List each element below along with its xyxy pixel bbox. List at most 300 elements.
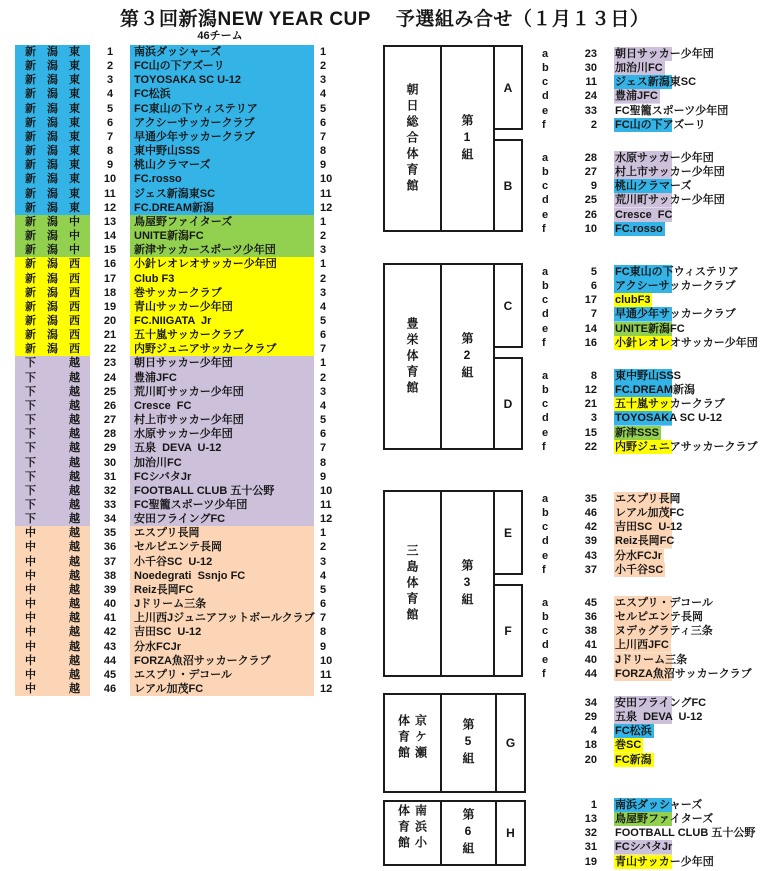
region-cell: 新潟東 [15, 59, 90, 73]
team-sub-no: 6 [320, 116, 327, 129]
round-label: 第2組 [460, 331, 474, 382]
team-no: 36 [103, 541, 117, 554]
region-cell: 新潟東 [15, 172, 90, 186]
group-slots [540, 798, 780, 869]
slot-team-no: 12 [584, 384, 597, 397]
team-no: 4 [106, 88, 114, 101]
region-cell: 中越 [15, 682, 90, 696]
round-cell [442, 265, 493, 448]
slot-row [540, 563, 780, 577]
team-name: 加治川FC [130, 456, 314, 470]
team-no: 14 [103, 230, 117, 243]
slot-letter [540, 738, 556, 752]
venue-box [383, 263, 495, 450]
group-slots [540, 151, 780, 236]
team-sub-no: 3 [320, 286, 327, 299]
slot-team-no: 20 [584, 753, 597, 766]
team-no: 32 [103, 484, 117, 497]
slot-letter: f [542, 222, 546, 235]
team-sub-no: 8 [320, 626, 327, 639]
slot-team-no: 28 [584, 152, 597, 164]
slot-team-name: clubF3 [615, 294, 651, 307]
region-cell: 新潟西 [15, 328, 90, 342]
slot-team-no: 22 [584, 440, 597, 453]
slot-row [540, 336, 780, 350]
group-letter: F [493, 584, 523, 677]
slot-team-name: 巻SC [615, 739, 642, 752]
venue-name: 南浜小体育館 [396, 804, 428, 852]
slot-team-no: 45 [584, 597, 597, 609]
region-cell: 中越 [15, 611, 90, 625]
region-cell: 下越 [15, 356, 90, 370]
slot-letter: e [542, 549, 549, 562]
team-sub-no: 11 [320, 187, 332, 200]
round-label: 第6組 [461, 808, 475, 858]
slot-team-name: UNITE新潟FC [615, 322, 685, 335]
slot-team-name: 吉田SC U-12 [615, 521, 683, 534]
team-sub-no: 12 [320, 513, 333, 526]
team-sub-no: 11 [320, 499, 332, 511]
slot-row [540, 383, 780, 397]
team-sub-no: 1 [320, 258, 327, 271]
team-name: 早通少年サッカークラブ [130, 130, 314, 144]
slot-letter: e [542, 208, 549, 221]
slot-team-name: エスプリ長岡 [615, 493, 681, 505]
venue-block [383, 693, 783, 793]
venue-box [383, 693, 526, 793]
venue-block [383, 45, 783, 235]
slot-row [540, 696, 780, 710]
team-name: FC東山の下ウィステリア [130, 102, 314, 116]
team-name: Reiz長岡FC [130, 583, 314, 597]
team-no: 40 [103, 598, 117, 611]
team-sub-no: 10 [320, 484, 333, 497]
slot-team-name: ヌデゥグラティ三条 [615, 625, 713, 638]
slot-team-no: 1 [590, 799, 597, 811]
region-cell: 中越 [15, 654, 90, 668]
team-no: 24 [103, 371, 117, 384]
region-cell: 新潟東 [15, 201, 90, 215]
team-sub-no: 11 [320, 668, 332, 681]
team-no: 3 [106, 74, 114, 87]
team-sub-no: 4 [320, 399, 327, 412]
venue-cell [385, 47, 442, 230]
slot-row [540, 293, 780, 307]
slot-team-no: 8 [590, 370, 597, 382]
slot-team-no: 34 [584, 697, 597, 709]
team-name: Club F3 [130, 272, 314, 286]
team-name: 青山サッカー少年団 [130, 300, 314, 314]
slot-row [540, 624, 780, 638]
slot-row [540, 89, 780, 103]
slot-letter: c [542, 398, 549, 411]
team-sub-no: 4 [320, 88, 327, 101]
tournament-title: 第３回新潟NEW YEAR CUP 予選組み合せ（１月１３日） [120, 9, 650, 30]
slot-team-name: 南浜ダッシャーズ [615, 799, 703, 811]
team-no: 27 [103, 414, 117, 427]
slot-row [540, 307, 780, 321]
region-cell: 新潟西 [15, 286, 90, 300]
region-cell: 新潟東 [15, 45, 90, 59]
team-no: 15 [103, 244, 117, 257]
team-name: 新津サッカースポーツ少年団 [130, 243, 314, 257]
slot-team-no: 31 [584, 841, 597, 854]
slot-team-no: 11 [585, 76, 597, 89]
team-count: 46チーム [197, 30, 243, 42]
region-cell: 中越 [15, 540, 90, 554]
slot-letter: f [542, 440, 546, 453]
slot-row [540, 222, 780, 236]
region-cell: 新潟東 [15, 87, 90, 101]
slot-team-name: FC.DREAM新潟 [615, 384, 696, 397]
slot-team-name: Reiz長岡FC [615, 535, 675, 548]
region-cell: 下越 [15, 427, 90, 441]
slot-letter: f [542, 563, 546, 576]
group-slots [540, 369, 780, 454]
team-name: 五十嵐サッカークラブ [130, 328, 314, 342]
region-cell: 中越 [15, 640, 90, 654]
region-cell: 下越 [15, 385, 90, 399]
team-name: FC.DREAM新潟 [130, 201, 314, 215]
slot-letter: e [542, 322, 549, 335]
slot-letter: c [542, 625, 549, 638]
slot-letter [540, 840, 556, 854]
slot-team-name: 桃山クラマーズ [615, 180, 692, 193]
region-cell: 新潟西 [15, 300, 90, 314]
slot-team-no: 37 [584, 563, 597, 576]
slot-letter: d [542, 639, 549, 652]
slot-team-no: 40 [584, 653, 597, 666]
team-name: 上川西Jジュニアフットボールクラブ [130, 611, 314, 625]
group-slots [540, 265, 780, 350]
slot-team-name: 五十嵐サッカークラブ [615, 398, 725, 411]
region-cell: 下越 [15, 470, 90, 484]
slot-row [540, 812, 780, 826]
slot-team-name: 分水FCJr [615, 549, 663, 562]
team-name: 東中野山SSS [130, 144, 314, 158]
slot-row [540, 840, 780, 854]
slot-team-name: FC.rosso [615, 222, 663, 235]
group-letter: B [493, 139, 523, 232]
slot-row [540, 151, 780, 165]
slot-team-name: アクシーサッカークラブ [615, 280, 736, 293]
team-sub-no: 12 [320, 683, 333, 696]
team-name: FCシバタJr [130, 470, 314, 484]
round-cell [442, 47, 493, 230]
team-sub-no: 6 [320, 329, 327, 342]
slot-letter [540, 724, 556, 738]
team-sub-no: 5 [320, 102, 327, 115]
team-name: 豊浦JFC [130, 371, 314, 385]
team-name: セルピエンテ長岡 [130, 540, 314, 554]
team-sub-no: 7 [320, 442, 327, 455]
slot-letter: f [542, 667, 546, 680]
slot-row [540, 855, 780, 869]
team-sub-no: 7 [320, 343, 327, 356]
slot-letter: e [542, 104, 549, 117]
team-no: 43 [103, 640, 117, 653]
region-cell: 下越 [15, 413, 90, 427]
team-sub-no: 2 [320, 60, 327, 73]
team-sub-no: 3 [320, 74, 327, 87]
slot-team-name: TOYOSAKA SC U-12 [615, 412, 722, 425]
venue-box [383, 45, 495, 232]
region-cell: 中越 [15, 569, 90, 583]
slot-letter: c [542, 76, 549, 89]
region-cell: 新潟西 [15, 272, 90, 286]
team-no: 30 [103, 456, 117, 469]
region-cell: 新潟東 [15, 187, 90, 201]
team-name: FORZA魚沼サッカークラブ [130, 654, 314, 668]
team-name: ジェス新潟東SC [130, 187, 314, 201]
slot-team-name: 青山サッカー少年団 [615, 855, 714, 868]
team-sub-no: 2 [320, 230, 327, 243]
team-no: 10 [103, 173, 117, 186]
team-name: 南浜ダッシャーズ [130, 45, 314, 59]
slot-letter: c [542, 180, 549, 193]
round-label: 第5組 [461, 718, 475, 768]
group-letter: E [493, 490, 523, 575]
slot-team-no: 2 [590, 118, 597, 131]
slot-row [540, 165, 780, 179]
team-sub-no: 12 [320, 201, 333, 214]
slot-team-no: 29 [584, 711, 597, 724]
slot-letter: a [542, 152, 549, 164]
team-name: 分水FCJr [130, 640, 314, 654]
slot-row [540, 520, 780, 534]
round-label: 第1組 [460, 113, 474, 164]
team-sub-no: 5 [320, 314, 327, 327]
slot-team-name: Jドリーム三条 [615, 653, 688, 666]
group-letter: C [493, 263, 523, 348]
venue-name: 三島体育館 [405, 543, 419, 624]
team-no: 12 [103, 201, 117, 214]
slot-letter: f [542, 118, 546, 131]
slot-team-name: FC東山の下ウィステリア [615, 266, 739, 278]
slot-letter: e [542, 653, 549, 666]
team-no: 44 [103, 654, 117, 667]
team-sub-no: 9 [320, 159, 327, 172]
slot-letter: d [542, 90, 549, 103]
group-slots [540, 47, 780, 132]
slot-letter [540, 826, 556, 840]
slot-team-name: FCシバタJr [615, 841, 673, 854]
team-name: Noedegrati Ssnjo FC [130, 569, 314, 583]
slot-letter: a [542, 370, 549, 382]
slot-row [540, 492, 780, 506]
slot-letter: a [542, 48, 549, 60]
slot-row [540, 179, 780, 193]
team-no: 45 [103, 668, 117, 681]
team-sub-no: 6 [320, 428, 327, 441]
slot-letter [540, 855, 556, 869]
slot-team-no: 39 [584, 535, 597, 548]
team-name: 朝日サッカー少年団 [130, 356, 314, 370]
slot-team-no: 13 [584, 813, 597, 826]
group-slots [540, 596, 780, 681]
team-no: 41 [103, 612, 117, 625]
team-no: 38 [103, 569, 117, 582]
region-cell: 新潟東 [15, 130, 90, 144]
venue-block [383, 800, 783, 866]
slot-team-name: FC山の下アズーリ [615, 118, 706, 131]
slot-row [540, 118, 780, 132]
team-no: 28 [103, 428, 117, 441]
slot-letter: b [542, 62, 549, 75]
team-no: 18 [103, 286, 117, 299]
team-name: 五泉 DEVA U-12 [130, 441, 314, 455]
venue-name: 京ケ瀬体育館 [396, 714, 428, 762]
slot-team-name: 早通少年サッカークラブ [615, 308, 736, 321]
team-no: 25 [103, 385, 117, 398]
slot-team-no: 21 [584, 398, 597, 411]
region-cell: 新潟東 [15, 144, 90, 158]
region-cell: 中越 [15, 526, 90, 540]
slot-letter: d [542, 308, 549, 321]
team-name: FC.rosso [130, 172, 314, 186]
team-sub-no: 9 [320, 470, 327, 483]
venue-cell [385, 265, 442, 448]
region-cell: 新潟中 [15, 243, 90, 257]
team-no: 39 [103, 583, 117, 596]
venue-box [383, 490, 495, 677]
group-slots [540, 696, 780, 767]
slot-row [540, 710, 780, 724]
slot-team-name: FORZA魚沼サッカークラブ [615, 667, 752, 680]
team-no: 8 [106, 145, 114, 158]
slot-row [540, 47, 780, 61]
region-cell: 新潟東 [15, 158, 90, 172]
team-no: 33 [103, 499, 117, 511]
team-sub-no: 6 [320, 598, 327, 611]
team-no: 16 [103, 258, 117, 271]
slot-row [540, 104, 780, 118]
venue-block [383, 490, 783, 680]
slot-team-no: 5 [590, 266, 597, 278]
team-name: 小千谷SC U-12 [130, 555, 314, 569]
slot-letter: d [542, 194, 549, 207]
slot-row [540, 667, 780, 681]
team-name: 桃山クラマーズ [130, 158, 314, 172]
team-sub-no: 10 [320, 173, 333, 186]
team-name: 小針レオレオサッカー少年団 [130, 257, 314, 271]
round-cell [442, 802, 497, 864]
slot-row [540, 440, 780, 454]
region-cell: 下越 [15, 399, 90, 413]
slot-team-no: 38 [584, 625, 597, 638]
slot-team-no: 23 [584, 48, 597, 60]
team-sub-no: 5 [320, 414, 327, 427]
team-no: 46 [103, 683, 117, 696]
slot-team-no: 18 [584, 739, 597, 752]
slot-row [540, 397, 780, 411]
region-cell: 新潟東 [15, 116, 90, 130]
slot-team-no: 42 [584, 521, 597, 534]
group-letter: G [505, 736, 516, 750]
slot-letter: c [542, 521, 549, 534]
slot-row [540, 549, 780, 563]
region-cell: 下越 [15, 456, 90, 470]
team-no: 19 [103, 300, 117, 313]
round-cell [442, 492, 493, 675]
group-letter: D [493, 357, 523, 450]
slot-team-name: エスプリ・デコール [615, 597, 713, 609]
region-cell: 新潟西 [15, 342, 90, 356]
team-sub-no: 3 [320, 555, 327, 568]
slot-team-name: 村上市サッカー少年団 [615, 166, 725, 179]
slot-team-no: 30 [584, 62, 597, 75]
round-label: 第3組 [460, 558, 474, 609]
slot-row [540, 798, 780, 812]
slot-team-name: 水原サッカー少年団 [615, 152, 714, 164]
venue-box [383, 800, 526, 866]
slot-team-name: 荒川町サッカー少年団 [615, 194, 725, 207]
team-sub-no: 1 [320, 527, 327, 540]
team-no: 20 [103, 314, 117, 327]
team-no: 11 [104, 187, 116, 200]
round-cell [442, 695, 497, 791]
slot-team-no: 10 [584, 222, 597, 235]
region-cell: 中越 [15, 583, 90, 597]
slot-team-name: 五泉 DEVA U-12 [615, 711, 703, 724]
team-sub-no: 3 [320, 244, 327, 257]
team-name: 鳥屋野ファイターズ [130, 215, 314, 229]
slot-letter [540, 710, 556, 724]
slot-letter: e [542, 426, 549, 439]
team-no: 13 [103, 215, 117, 228]
region-cell: 新潟中 [15, 229, 90, 243]
slot-letter [540, 696, 556, 710]
slot-team-name: 小千谷SC [615, 563, 664, 576]
slot-team-name: 内野ジュニアサッカークラブ [615, 440, 758, 453]
team-sub-no: 8 [320, 145, 327, 158]
slot-row [540, 610, 780, 624]
team-sub-no: 2 [320, 371, 327, 384]
team-no: 2 [106, 60, 114, 73]
slot-row [540, 279, 780, 293]
slot-letter: a [542, 597, 549, 609]
team-name: 巻サッカークラブ [130, 286, 314, 300]
team-sub-no: 2 [320, 272, 327, 285]
venue-name: 豊栄体育館 [405, 316, 419, 397]
region-cell: 下越 [15, 498, 90, 512]
slot-team-no: 26 [584, 208, 597, 221]
slot-row [540, 596, 780, 610]
team-name: FC.NIIGATA Jr [130, 314, 314, 328]
region-cell: 中越 [15, 597, 90, 611]
slot-letter: d [542, 412, 549, 425]
slot-row [540, 193, 780, 207]
slot-team-no: 6 [590, 280, 597, 293]
slot-letter [540, 753, 556, 767]
team-name: 村上市サッカー少年団 [130, 413, 314, 427]
slot-letter [540, 798, 556, 812]
slot-team-name: 東中野山SSS [615, 370, 682, 382]
slot-team-no: 41 [584, 639, 597, 652]
slot-team-no: 24 [584, 90, 597, 103]
team-no: 9 [106, 159, 114, 172]
region-cell: 新潟西 [15, 314, 90, 328]
team-name: Jドリーム三条 [130, 597, 314, 611]
slot-team-name: 加治川FC [615, 62, 663, 75]
team-no: 7 [106, 130, 114, 143]
slot-team-no: 3 [590, 412, 597, 425]
slot-letter: b [542, 384, 549, 397]
team-no: 31 [103, 470, 117, 483]
team-no: 26 [103, 399, 117, 412]
team-sub-no: 1 [320, 215, 327, 228]
slot-letter: b [542, 507, 549, 520]
